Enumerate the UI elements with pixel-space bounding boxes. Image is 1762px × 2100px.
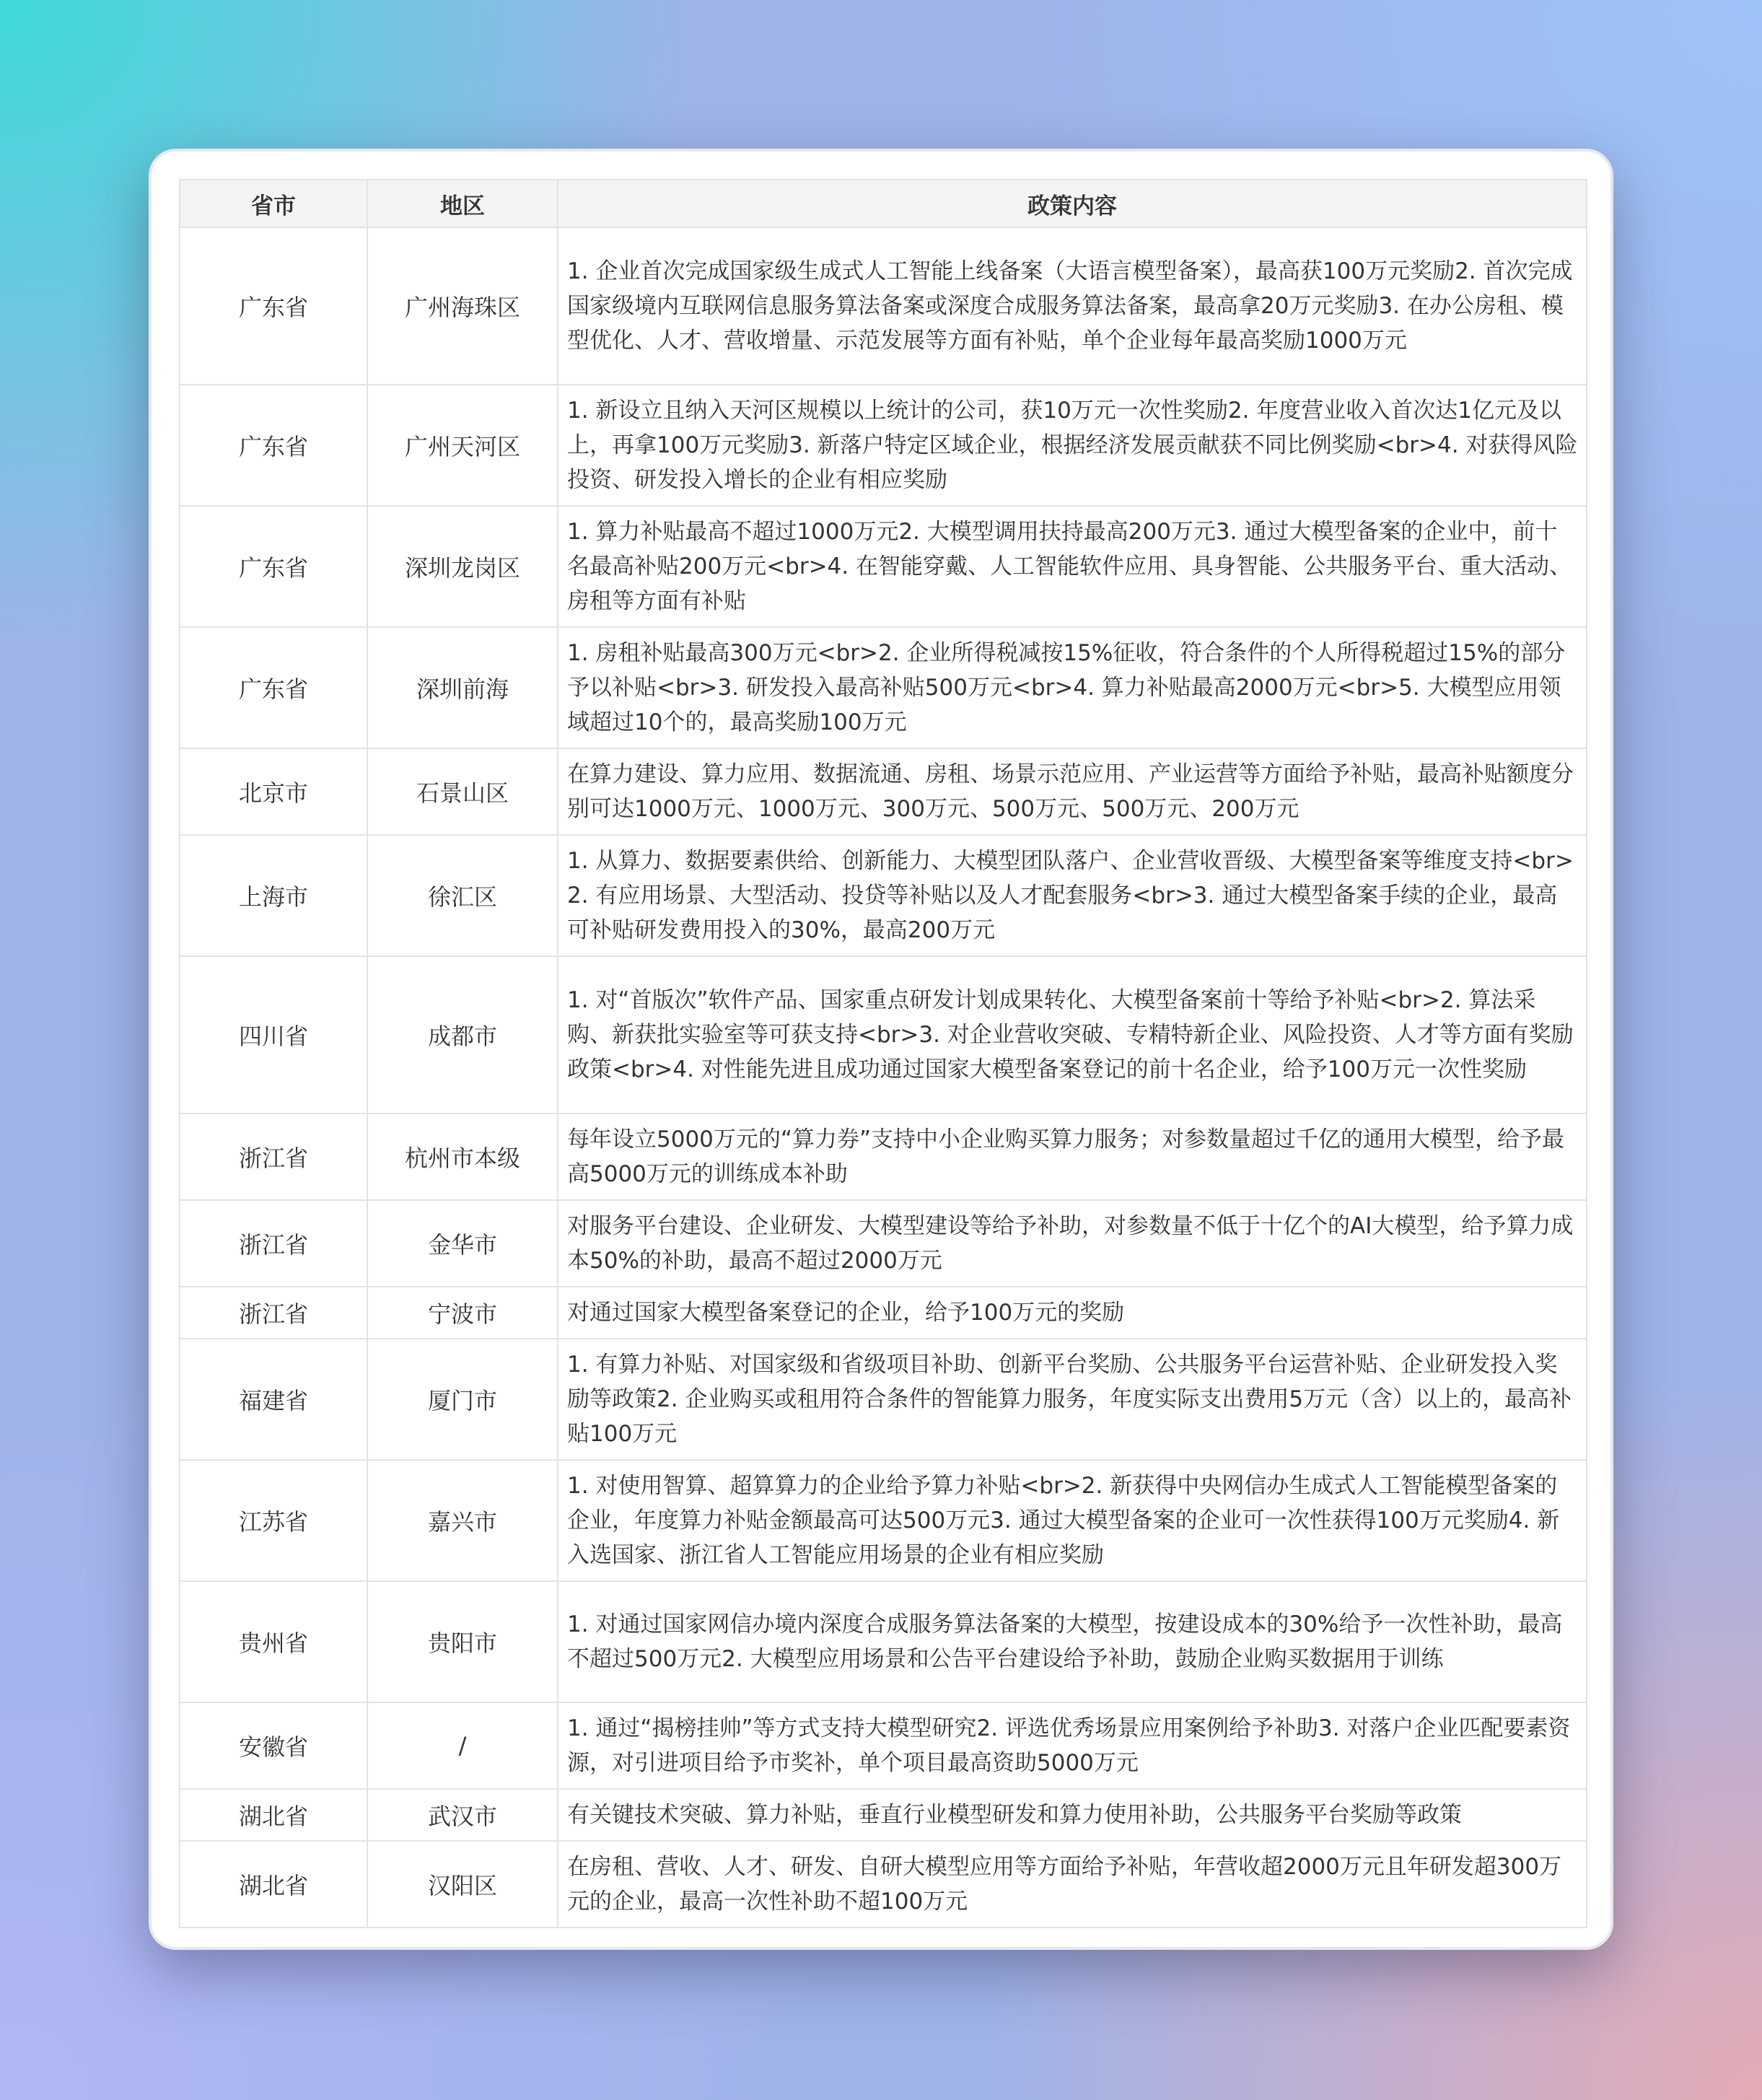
cell-area: 徐汇区 xyxy=(367,835,558,956)
cell-province: 湖北省 xyxy=(180,1789,367,1841)
cell-policy: 在房租、营收、人才、研发、自研大模型应用等方面给予补贴，年营收超2000万元且年研发超300万元的企业，最高一次性补助不超100万元 xyxy=(558,1841,1587,1928)
cell-province: 四川省 xyxy=(180,956,367,1114)
cell-province: 浙江省 xyxy=(180,1200,367,1287)
cell-area: 嘉兴市 xyxy=(367,1460,558,1581)
cell-policy: 1. 算力补贴最高不超过1000万元2. 大模型调用扶持最高200万元3. 通过大模型备案的企业中，前十名最高补贴200万元<br>4. 在智能穿戴、人工智能软件应用、具身智能、公共服务平台、重大活动、房租等方面有补贴 xyxy=(558,506,1587,627)
cell-policy: 1. 新设立且纳入天河区规模以上统计的公司，获10万元一次性奖励2. 年度营业收入首次达1亿元及以上，再拿100万元奖励3. 新落户特定区域企业，根据经济发展贡献获不同比例奖励<br>4. 对获得风险投资、研发投入增长的企业有相应奖励 xyxy=(558,385,1587,506)
table-row xyxy=(180,1460,1587,1581)
cell-policy: 有关键技术突破、算力补贴，垂直行业模型研发和算力使用补助，公共服务平台奖励等政策 xyxy=(558,1789,1587,1841)
table-row xyxy=(180,627,1587,748)
table-row xyxy=(180,1581,1587,1702)
cell-policy: 1. 对通过国家网信办境内深度合成服务算法备案的大模型，按建设成本的30%给予一次性补助，最高不超过500万元2. 大模型应用场景和公告平台建设给予补助，鼓励企业购买数据用于训练 xyxy=(558,1581,1587,1702)
cell-policy: 1. 通过“揭榜挂帅”等方式支持大模型研究2. 评选优秀场景应用案例给予补助3. 对落户企业匹配要素资源，对引进项目给予市奖补，单个项目最高资助5000万元 xyxy=(558,1702,1587,1789)
cell-policy: 1. 房租补贴最高300万元<br>2. 企业所得税减按15%征收，符合条件的个人所得税超过15%的部分予以补贴<br>3. 研发投入最高补贴500万元<br>4. 算力补贴最高2000万元<br>5. 大模型应用领域超过10个的，最高奖励100万元 xyxy=(558,627,1587,748)
cell-area: 贵阳市 xyxy=(367,1581,558,1702)
table-row xyxy=(180,748,1587,835)
cell-policy: 1. 对“首版次”软件产品、国家重点研发计划成果转化、大模型备案前十等给予补贴<br>2. 算法采购、新获批实验室等可获支持<br>3. 对企业营收突破、专精特新企业、风险投资、人才等方面有奖励政策<br>4. 对性能先进且成功通过国家大模型备案登记的前十名企业，给予100万元一次性奖励 xyxy=(558,956,1587,1114)
cell-policy: 每年设立5000万元的“算力券”支持中小企业购买算力服务；对参数量超过千亿的通用大模型，给予最高5000万元的训练成本补助 xyxy=(558,1114,1587,1200)
cell-policy: 1. 对使用智算、超算算力的企业给予算力补贴<br>2. 新获得中央网信办生成式人工智能模型备案的企业，年度算力补贴金额最高可达500万元3. 通过大模型备案的企业可一次性获得100万元奖励4. 新入选国家、浙江省人工智能应用场景的企业有相应奖励 xyxy=(558,1460,1587,1581)
header-area: 地区 xyxy=(367,180,558,227)
cell-province: 北京市 xyxy=(180,748,367,835)
cell-policy: 1. 企业首次完成国家级生成式人工智能上线备案（大语言模型备案），最高获100万元奖励2. 首次完成国家级境内互联网信息服务算法备案或深度合成服务算法备案，最高拿20万元奖励3. 在办公房租、模型优化、人才、营收增量、示范发展等方面有补贴，单个企业每年最高奖励1000万元 xyxy=(558,227,1587,385)
table-row xyxy=(180,956,1587,1114)
cell-area: 广州海珠区 xyxy=(367,227,558,385)
cell-area: 深圳龙岗区 xyxy=(367,506,558,627)
cell-area: 广州天河区 xyxy=(367,385,558,506)
policy-table xyxy=(179,179,1587,1928)
policy-card xyxy=(149,149,1613,1950)
cell-province: 广东省 xyxy=(180,627,367,748)
header-policy: 政策内容 xyxy=(558,180,1587,227)
table-row xyxy=(180,1702,1587,1789)
table-header-row xyxy=(180,180,1587,227)
cell-province: 福建省 xyxy=(180,1339,367,1460)
cell-area: 厦门市 xyxy=(367,1339,558,1460)
cell-province: 浙江省 xyxy=(180,1114,367,1200)
table-row xyxy=(180,506,1587,627)
table-row xyxy=(180,1287,1587,1339)
cell-area: 成都市 xyxy=(367,956,558,1114)
table-row xyxy=(180,385,1587,506)
table-row xyxy=(180,1339,1587,1460)
cell-province: 湖北省 xyxy=(180,1841,367,1928)
cell-area: 金华市 xyxy=(367,1200,558,1287)
cell-province: 安徽省 xyxy=(180,1702,367,1789)
cell-province: 广东省 xyxy=(180,385,367,506)
table-row xyxy=(180,835,1587,956)
cell-province: 贵州省 xyxy=(180,1581,367,1702)
cell-area: 武汉市 xyxy=(367,1789,558,1841)
header-province: 省市 xyxy=(180,180,367,227)
table-row xyxy=(180,227,1587,385)
cell-policy: 1. 有算力补贴、对国家级和省级项目补助、创新平台奖励、公共服务平台运营补贴、企业研发投入奖励等政策2. 企业购买或租用符合条件的智能算力服务，年度实际支出费用5万元（含）以上的，最高补贴100万元 xyxy=(558,1339,1587,1460)
cell-province: 浙江省 xyxy=(180,1287,367,1339)
table-row xyxy=(180,1841,1587,1928)
cell-area: 石景山区 xyxy=(367,748,558,835)
cell-area: 汉阳区 xyxy=(367,1841,558,1928)
cell-area: 杭州市本级 xyxy=(367,1114,558,1200)
cell-policy: 在算力建设、算力应用、数据流通、房租、场景示范应用、产业运营等方面给予补贴，最高补贴额度分别可达1000万元、1000万元、300万元、500万元、500万元、200万元 xyxy=(558,748,1587,835)
cell-policy: 对通过国家大模型备案登记的企业，给予100万元的奖励 xyxy=(558,1287,1587,1339)
cell-area: / xyxy=(367,1702,558,1789)
cell-province: 广东省 xyxy=(180,227,367,385)
cell-policy: 1. 从算力、数据要素供给、创新能力、大模型团队落户、企业营收晋级、大模型备案等维度支持<br>2. 有应用场景、大型活动、投贷等补贴以及人才配套服务<br>3. 通过大模型备案手续的企业，最高可补贴研发费用投入的30%，最高200万元 xyxy=(558,835,1587,956)
cell-province: 上海市 xyxy=(180,835,367,956)
cell-policy: 对服务平台建设、企业研发、大模型建设等给予补助，对参数量不低于十亿个的AI大模型，给予算力成本50%的补助，最高不超过2000万元 xyxy=(558,1200,1587,1287)
cell-area: 宁波市 xyxy=(367,1287,558,1339)
table-row xyxy=(180,1789,1587,1841)
cell-province: 广东省 xyxy=(180,506,367,627)
table-row xyxy=(180,1114,1587,1200)
cell-area: 深圳前海 xyxy=(367,627,558,748)
table-row xyxy=(180,1200,1587,1287)
cell-province: 江苏省 xyxy=(180,1460,367,1581)
